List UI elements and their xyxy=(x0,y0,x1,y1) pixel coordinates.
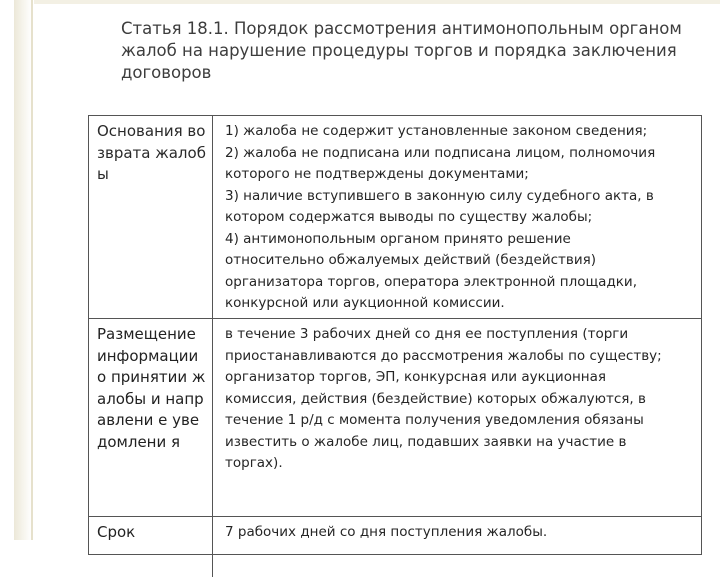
text-line: торгах). xyxy=(225,455,283,471)
text-line: комиссия, действия (бездействие) которых обжалуются, в xyxy=(225,390,646,407)
text-line: конкурсной или аукционной комиссии. xyxy=(225,295,505,311)
table-row-term xyxy=(89,516,701,577)
text-line: которого не подтверждены документами; xyxy=(225,166,529,182)
text-line: приостанавливаются до рассмотрения жалобы по существу; xyxy=(225,347,662,364)
content-table xyxy=(88,115,702,555)
row-header-return-grounds: Основания возврата жалобы xyxy=(89,116,213,318)
text-line: 4) антимонопольным органом принято решение xyxy=(225,230,571,247)
text-line: в течение 3 рабочих дней со дня ее поступления (торги xyxy=(225,326,629,342)
text-line: организатора торгов, оператора электронной площадки, xyxy=(225,273,638,290)
slide-title: Статья 18.1. Порядок рассмотрения антимонопольным органом жалоб на нарушение процедуры торгов и порядка заключения договоров xyxy=(121,19,682,82)
text-line: котором содержатся выводы по существу жалобы; xyxy=(225,209,593,225)
table-row-notification xyxy=(89,318,701,517)
row-body-notification xyxy=(213,319,701,517)
row-header-notification: Размещение информации о принятии жалобы и направлени е уведомлени я xyxy=(89,319,213,517)
decorative-top-stripe xyxy=(34,0,720,4)
table-row-return-grounds xyxy=(89,116,701,318)
row-body-return-grounds xyxy=(213,116,701,318)
text-line: 7 рабочих дней со дня поступления жалобы. xyxy=(225,524,548,540)
text-line: 1) жалоба не содержит установленные законом сведения; xyxy=(225,123,648,139)
text-line: течение 1 р/д с момента получения уведомления обязаны xyxy=(225,412,644,428)
text-line: 2) жалоба не подписана или подписана лицом, полномочия xyxy=(225,144,656,161)
decorative-left-line xyxy=(31,0,33,540)
row-body-term xyxy=(213,517,701,577)
decorative-left-rule xyxy=(14,0,32,540)
row-header-term: Срок xyxy=(89,517,213,577)
text-line: 3) наличие вступившего в законную силу судебного акта, в xyxy=(225,187,654,204)
text-line: относительно обжалуемых действий (бездействия) xyxy=(225,252,596,268)
text-line: организатор торгов, ЭП, конкурсная или аукционная xyxy=(225,369,607,385)
text-line: известить о жалобе лиц, подавших заявки на участие в xyxy=(225,433,627,450)
